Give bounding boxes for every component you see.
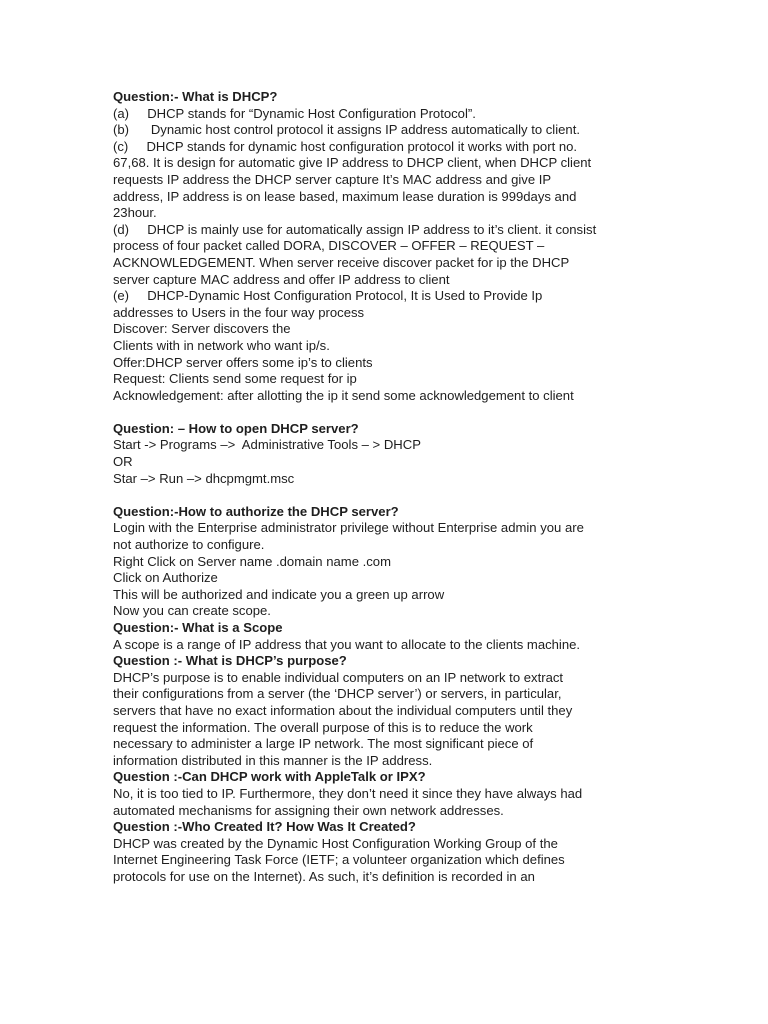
text-line: Internet Engineering Task Force (IETF; a volunteer organization which defines bbox=[113, 852, 565, 868]
text-line: not authorize to configure. bbox=[113, 537, 265, 553]
text-line: necessary to administer a large IP network. The most significant piece of bbox=[113, 736, 534, 752]
text-line: Right Click on Server name .domain name .com bbox=[113, 553, 391, 569]
question-heading: Question: – How to open DHCP server? bbox=[113, 420, 359, 436]
text-line: (a) DHCP stands for “Dynamic Host Configuration Protocol”. bbox=[113, 105, 476, 121]
text-line: 67,68. It is design for automatic give IP address to DHCP client, when DHCP client bbox=[113, 155, 592, 171]
document-body bbox=[113, 89, 658, 886]
text-line: servers that have no exact information about the individual computers until they bbox=[113, 702, 573, 718]
text-line: addresses to Users in the four way process bbox=[113, 304, 365, 320]
text-line: process of four packet called DORA, DISCOVER – OFFER – REQUEST – bbox=[113, 238, 545, 254]
text-line: (d) DHCP is mainly use for automatically assign IP address to it’s client. it consist bbox=[113, 221, 597, 237]
text-line: information distributed in this manner is the IP address. bbox=[113, 752, 433, 768]
text-line: (e) DHCP-Dynamic Host Configuration Protocol, It is Used to Provide Ip bbox=[113, 288, 543, 304]
text-line: Now you can create scope. bbox=[113, 603, 271, 619]
question-heading: Question :-Who Created It? How Was It Created? bbox=[113, 819, 416, 835]
text-line: Discover: Server discovers the bbox=[113, 321, 291, 337]
text-line: DHCP’s purpose is to enable individual computers on an IP network to extract bbox=[113, 669, 564, 685]
question-heading: Question:- What is a Scope bbox=[113, 620, 283, 635]
text-line: Login with the Enterprise administrator privilege without Enterprise admin you are bbox=[113, 520, 584, 536]
text-line: A scope is a range of IP address that you want to allocate to the clients machine. bbox=[113, 636, 581, 652]
text-line: This will be authorized and indicate you a green up arrow bbox=[113, 586, 445, 602]
question-heading: Question :-Can DHCP work with AppleTalk or IPX? bbox=[113, 769, 426, 785]
text-line: automated mechanisms for assigning their own network addresses. bbox=[113, 802, 504, 818]
text-line: Click on Authorize bbox=[113, 570, 218, 586]
text-line: (b) Dynamic host control protocol it assigns IP address automatically to client. bbox=[113, 122, 580, 138]
text-line: address, IP address is on lease based, maximum lease duration is 999days and bbox=[113, 188, 577, 204]
text-line: Start -> Programs –> Administrative Tools – > DHCP bbox=[113, 437, 421, 453]
question-heading: Question:-How to authorize the DHCP server? bbox=[113, 503, 399, 519]
text-line: their configurations from a server (the ‘DHCP server’) or servers, in particular, bbox=[113, 686, 562, 702]
text-line: 23hour. bbox=[113, 205, 157, 221]
text-line: (c) DHCP stands for dynamic host configuration protocol it works with port no. bbox=[113, 138, 578, 154]
text-line: Star –> Run –> dhcpmgmt.msc bbox=[113, 470, 295, 486]
blank-line bbox=[113, 404, 658, 421]
text-line: No, it is too tied to IP. Furthermore, they don’t need it since they have always had bbox=[113, 785, 583, 801]
text-line: ACKNOWLEDGEMENT. When server receive discover packet for ip the DHCP bbox=[113, 254, 570, 270]
text-line: DHCP was created by the Dynamic Host Configuration Working Group of the bbox=[113, 835, 558, 851]
question-heading: Question:- What is DHCP? bbox=[113, 89, 278, 104]
text-line: requests IP address the DHCP server capture It’s MAC address and give IP bbox=[113, 171, 552, 187]
text-line: OR bbox=[113, 454, 133, 470]
text-line: protocols for use on the Internet). As such, it’s definition is recorded in an bbox=[113, 868, 535, 884]
text-line: Clients with in network who want ip/s. bbox=[113, 337, 330, 353]
text-line: server capture MAC address and offer IP address to client bbox=[113, 271, 450, 287]
question-heading: Question :- What is DHCP’s purpose? bbox=[113, 653, 347, 669]
text-line: Acknowledgement: after allotting the ip it send some acknowledgement to client bbox=[113, 387, 574, 403]
text-line: Request: Clients send some request for ip bbox=[113, 371, 357, 387]
text-line: request the information. The overall purpose of this is to reduce the work bbox=[113, 719, 533, 735]
blank-line bbox=[113, 487, 658, 504]
text-line: Offer:DHCP server offers some ip’s to clients bbox=[113, 354, 373, 370]
